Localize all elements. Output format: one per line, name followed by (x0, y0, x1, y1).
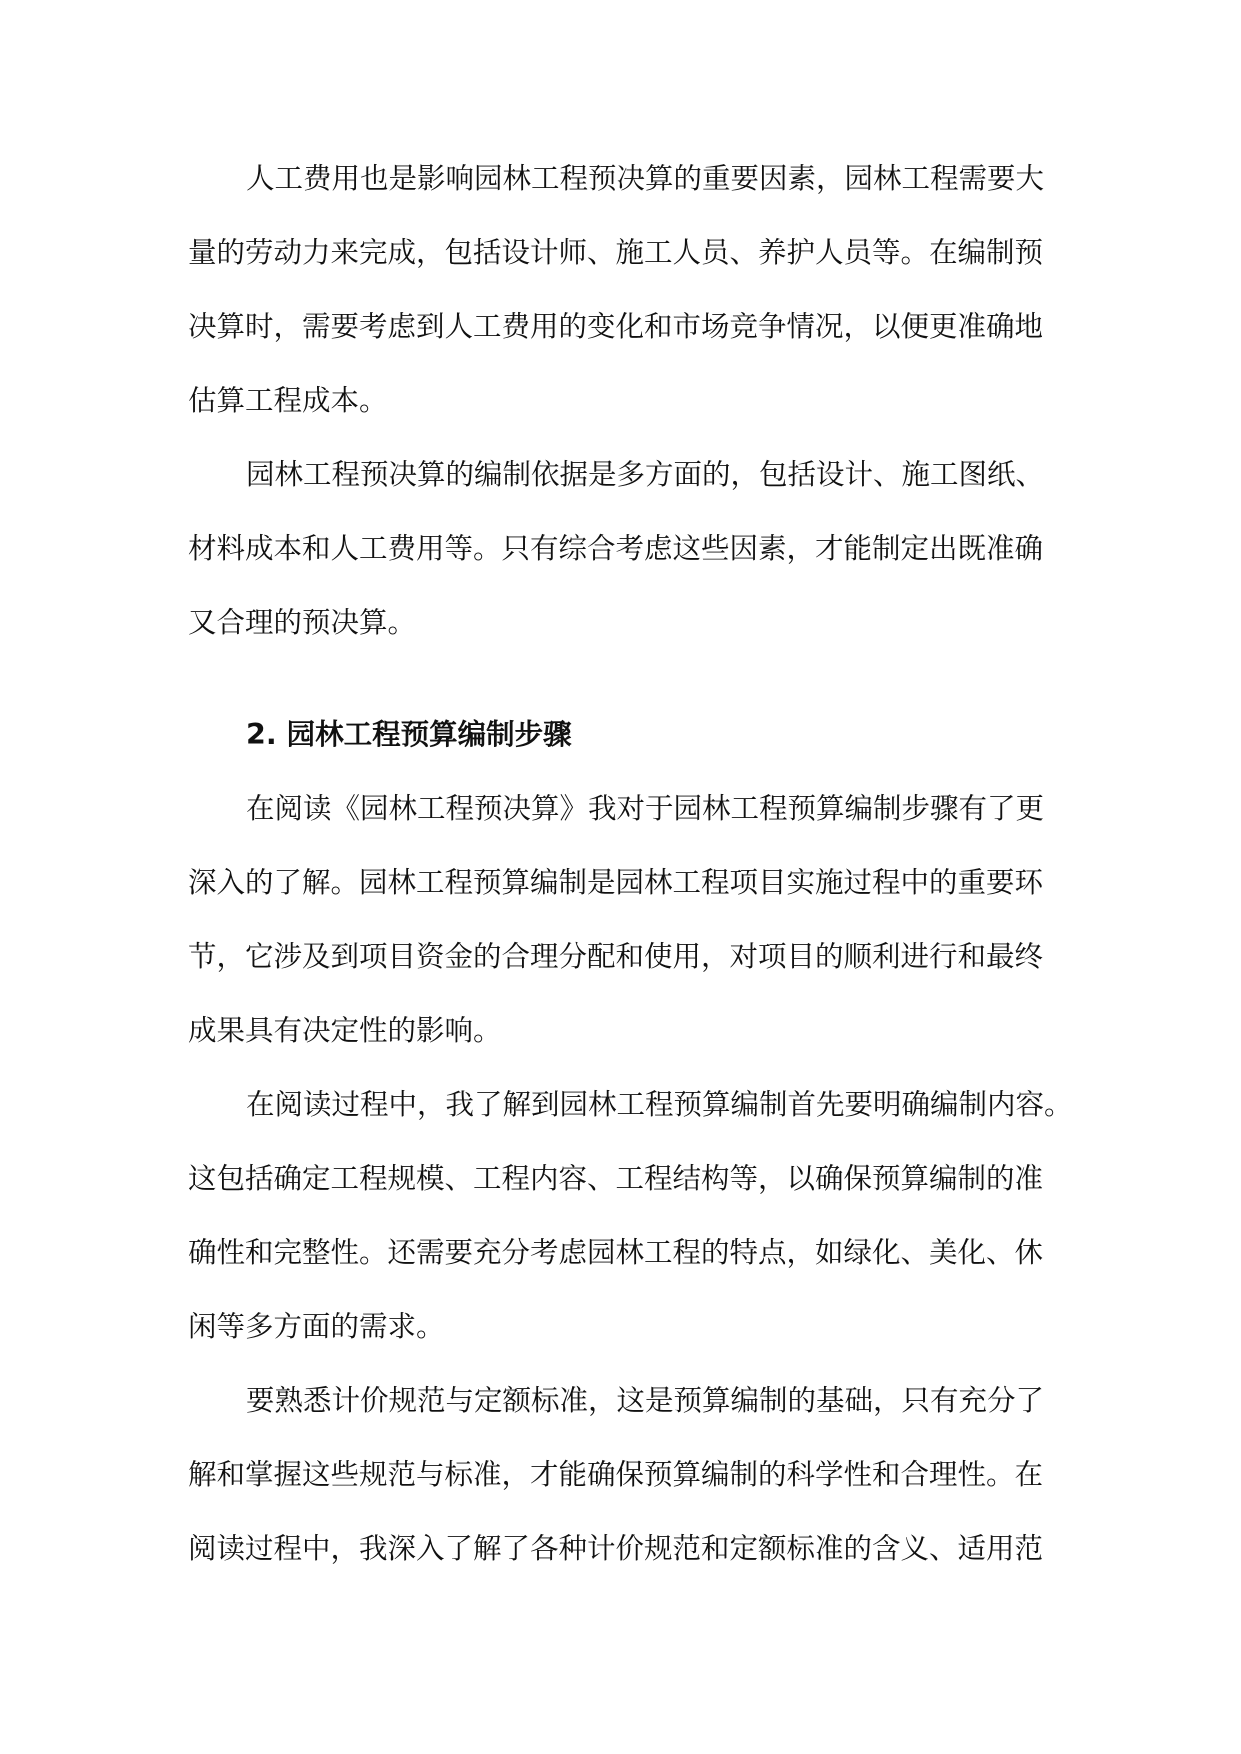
text-line: 这包括确定工程规模、工程内容、工程结构等，以确保预算编制的准 (188, 1162, 1044, 1195)
section-heading: 2. 园林工程预算编制步骤 (246, 718, 572, 751)
text-block-1 (188, 142, 1058, 660)
text-line: 在阅读过程中，我了解到园林工程预算编制首先要明确编制内容。 (246, 1088, 1073, 1121)
text-line: 闲等多方面的需求。 (188, 1310, 445, 1343)
paragraph-basis (188, 438, 1058, 660)
paragraph-content-definition (188, 1068, 1073, 1364)
text-block-2 (188, 772, 1073, 1586)
text-line: 节，它涉及到项目资金的合理分配和使用，对项目的顺利进行和最终 (188, 940, 1044, 973)
paragraph-reading-intro (188, 772, 1058, 1068)
text-line: 决算时，需要考虑到人工费用的变化和市场竞争情况，以便更准确地 (188, 310, 1044, 343)
text-line: 估算工程成本。 (188, 384, 388, 417)
text-line: 阅读过程中，我深入了解了各种计价规范和定额标准的含义、适用范 (188, 1532, 1044, 1565)
text-line: 确性和完整性。还需要充分考虑园林工程的特点，如绿化、美化、休 (188, 1236, 1044, 1269)
paragraph-labor-cost (188, 142, 1058, 438)
text-line: 在阅读《园林工程预决算》我对于园林工程预算编制步骤有了更 (246, 792, 1045, 825)
text-line: 量的劳动力来完成，包括设计师、施工人员、养护人员等。在编制预 (188, 236, 1044, 269)
text-line: 深入的了解。园林工程预算编制是园林工程项目实施过程中的重要环 (188, 866, 1044, 899)
text-line: 园林工程预决算的编制依据是多方面的，包括设计、施工图纸、 (246, 458, 1045, 491)
text-line: 又合理的预决算。 (188, 606, 417, 639)
text-line: 解和掌握这些规范与标准，才能确保预算编制的科学性和合理性。在 (188, 1458, 1044, 1491)
text-line: 人工费用也是影响园林工程预决算的重要因素，园林工程需要大 (246, 162, 1045, 195)
text-line: 成果具有决定性的影响。 (188, 1014, 502, 1047)
text-line: 要熟悉计价规范与定额标准，这是预算编制的基础，只有充分了 (246, 1384, 1045, 1417)
paragraph-pricing-norms (188, 1364, 1058, 1586)
text-line: 材料成本和人工费用等。只有综合考虑这些因素，才能制定出既准确 (188, 532, 1044, 565)
